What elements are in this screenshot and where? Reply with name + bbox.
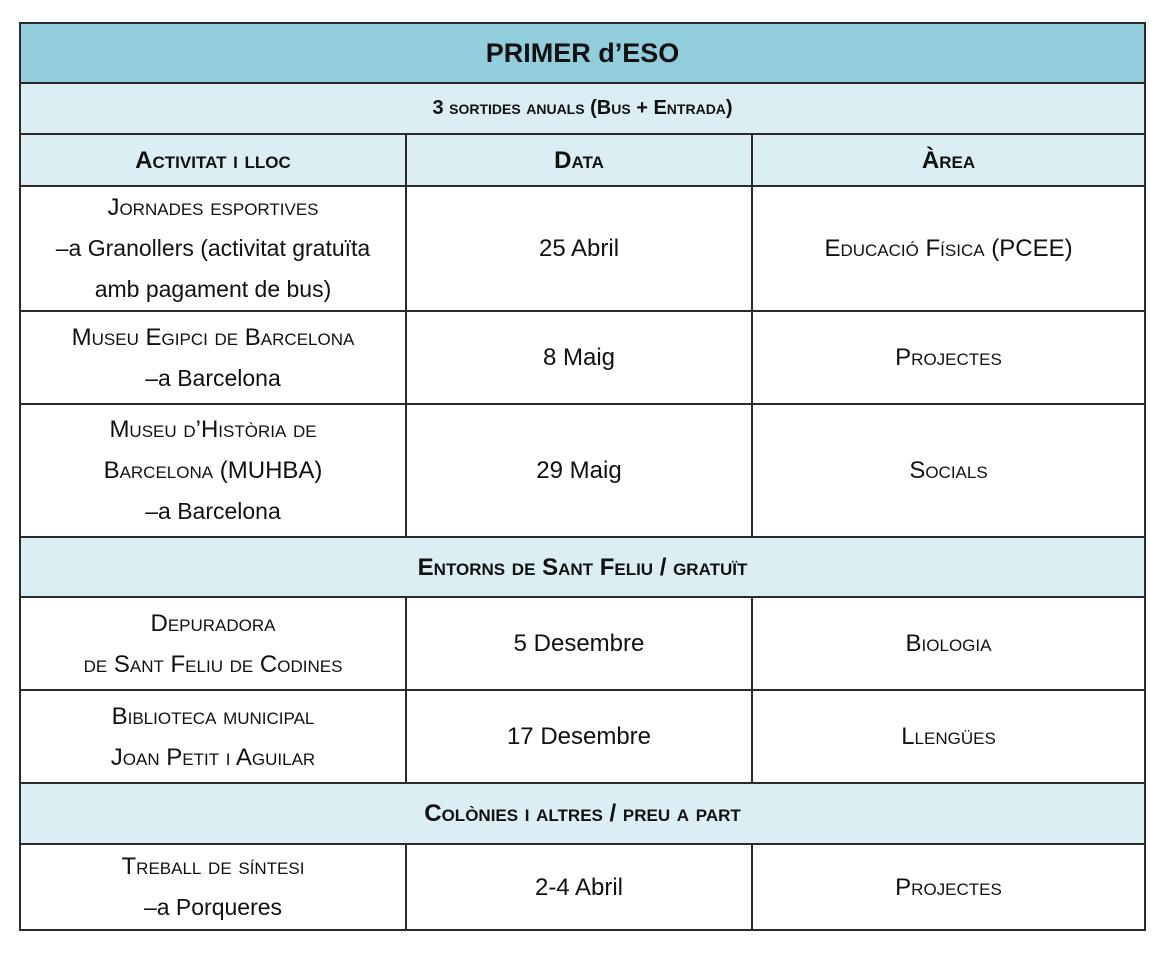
section-heading: Colònies i altres / preu a part [20,783,1145,844]
activity-name: Museu d’Història de [109,416,317,443]
table-row [20,186,1145,311]
activity-location: –a Barcelona [145,498,281,524]
activity-location: –a Porqueres [143,894,283,920]
date-cell: 25 Abril [406,186,752,311]
activity-detail: –a Granollers (activitat gratuïta [55,235,371,261]
table-row [20,311,1145,404]
area-cell: Socials [752,404,1145,537]
area-cell: Llengües [752,690,1145,783]
subtitle-row [20,83,1145,134]
date-cell: 2-4 Abril [406,844,752,930]
section-heading-row [20,537,1145,597]
date-cell: 29 Maig [406,404,752,537]
date-cell: 17 Desembre [406,690,752,783]
table-row [20,844,1145,930]
column-header-activity: Activitat i lloc [20,134,406,186]
table-row [20,404,1145,537]
excursions-table [19,22,1146,931]
activity-cell [20,597,406,690]
activity-location: –a Barcelona [145,364,281,391]
activity-cell [20,690,406,783]
activity-name: Jornades esportives [107,194,319,221]
header-row [20,134,1145,186]
title-row [20,23,1145,83]
activity-cell [20,404,406,537]
table-row [20,690,1145,783]
activity-cell [20,844,406,930]
activity-name: de Sant Feliu de Codines [83,650,343,678]
activity-name: Treball de síntesi [121,853,305,880]
activity-name: Biblioteca municipal [111,702,315,730]
activity-name: Depuradora [150,609,276,637]
activity-cell [20,311,406,404]
date-cell: 8 Maig [406,311,752,404]
activity-name: Joan Petit i Aguilar [110,743,316,771]
column-header-area: Àrea [752,134,1145,186]
section-heading-row [20,783,1145,844]
column-header-date: Data [406,134,752,186]
table-subtitle: 3 sortides anuals (Bus + Entrada) [20,83,1145,134]
activity-name: Museu Egipci de Barcelona [71,323,355,351]
section-heading: Entorns de Sant Feliu / gratuït [20,537,1145,597]
table-title: PRIMER d’ESO [20,23,1145,83]
table-row [20,597,1145,690]
activity-name: Barcelona (MUHBA) [103,457,323,484]
area-cell: Biologia [752,597,1145,690]
area-cell: Projectes [752,311,1145,404]
area-cell: Projectes [752,844,1145,930]
date-cell: 5 Desembre [406,597,752,690]
activity-cell [20,186,406,311]
area-cell: Educació Física (PCEE) [752,186,1145,311]
activity-detail: amb pagament de bus) [94,276,332,302]
